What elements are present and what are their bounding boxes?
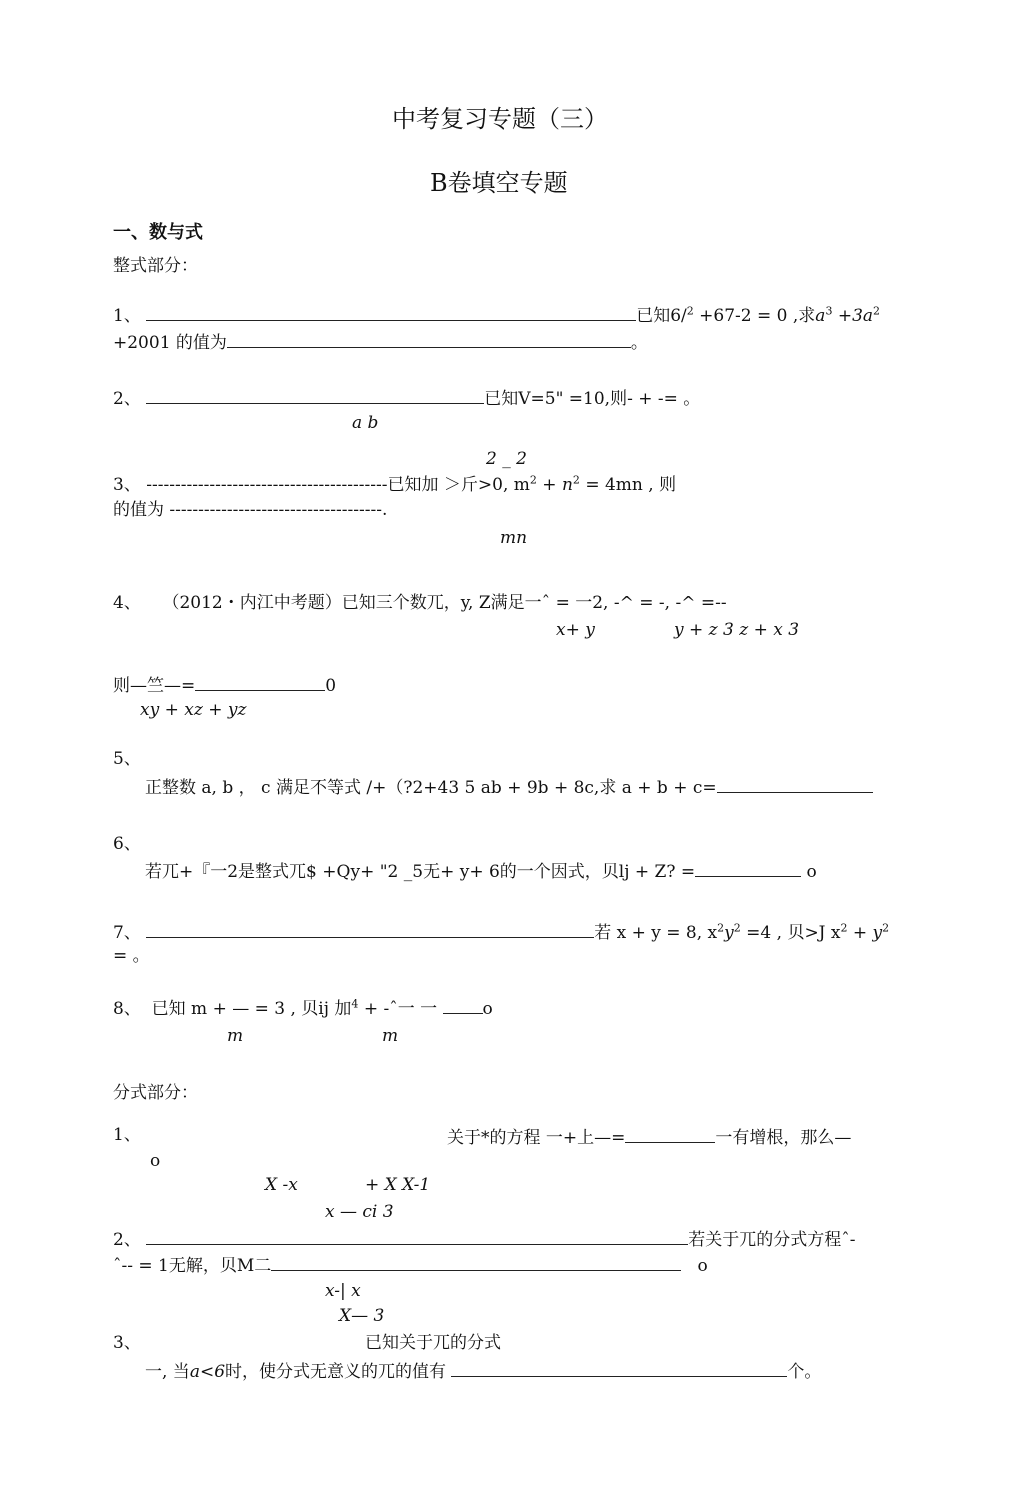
question-5: 正整数 a, b ， c 满足不等式 /+（?2+43 5 ab + 9b + 8c,求 a + b + c= — [145, 774, 873, 799]
answer-blank — [146, 385, 484, 404]
question-number: 1、 — [113, 306, 141, 326]
fraction-question-1-sub3: x — ci 3 — [325, 1202, 394, 1222]
answer-blank — [451, 1358, 787, 1377]
subsection-label-fraction: 分式部分： — [113, 1083, 198, 1103]
answer-blank — [443, 995, 483, 1014]
fraction-question-3-line2: 一, 当a<6时，使分式无意义的兀的值有 个。 — [145, 1358, 821, 1383]
question-5-number: 5、 — [113, 749, 141, 769]
subsection-label: 整式部分： — [113, 256, 198, 276]
question-1: 1、 已知6/$^2$ +67-2 = 0 ,求$a^3 +3a^2$ — [113, 302, 880, 327]
fraction-question-2-line2: ˆ-- = 1无解，贝M二 o — [113, 1252, 708, 1277]
question-7: 7、 若 x + y = 8, $x^2y^2 =4$ , 贝>J $x^2 + y^2$ — [113, 919, 889, 944]
question-8-sub1: m — [227, 1026, 244, 1046]
section-heading: 一、数与式 — [113, 222, 203, 243]
question-3-line2: 的值为 -------------------------------------. — [113, 500, 388, 520]
question-4: 4、 （2012・内江中考题）已知三个数兀，y, Z满足一ˆ = 一2, -^ = -, -^ =-- — [113, 593, 727, 613]
fraction-question-3-number: 3、 — [113, 1333, 141, 1353]
question-8: 8、 已知 m + — = 3 , 贝ij 加$^4$ + -ˆ一 一 o — [113, 995, 493, 1020]
fraction-question-1-sub1: X -x — [265, 1175, 298, 1195]
question-7-line2: = 。 — [113, 946, 150, 966]
answer-blank — [146, 1226, 688, 1245]
fraction-question-2-sub2: X— 3 — [339, 1306, 385, 1326]
question-4-sub2: y + z 3 z + x 3 — [674, 620, 800, 640]
question-2: 2、 已知V=5" =10,则- + -= 。 — [113, 385, 700, 410]
question-3: 3、 ------------------------------------------已知加 ＞斤>0, $m^2 + n^2 = 4mn$ , 则 — [113, 473, 677, 495]
answer-blank — [227, 329, 631, 348]
answer-blank — [146, 302, 636, 321]
question-2-sub: a b — [352, 413, 379, 433]
question-4-sub3: xy + xz + yz — [140, 700, 247, 720]
fraction-question-3: 已知关于兀的分式 — [365, 1333, 501, 1353]
answer-blank — [625, 1124, 715, 1143]
question-3-sub: mn — [500, 528, 528, 548]
fraction-question-1: 关于*的方程 一+上—= 一有增根，那么— — [447, 1124, 851, 1149]
fraction-question-2-sub1: x-| x — [325, 1281, 361, 1301]
fraction-question-2: 2、 若关于兀的分式方程ˆ- — [113, 1226, 855, 1251]
question-3-above: 2 _ 2 — [486, 449, 527, 469]
question-4-line2: 则—竺—= 0 — [113, 672, 336, 697]
answer-blank — [146, 919, 594, 938]
question-4-sub1: x+ y — [556, 620, 595, 640]
question-6-number: 6、 — [113, 834, 141, 854]
page-title: 中考复习专题（三） — [392, 105, 608, 133]
answer-blank — [717, 774, 873, 793]
page-subtitle: B卷填空专题 — [430, 169, 568, 197]
answer-blank — [195, 672, 325, 691]
fraction-question-1-line2: o — [150, 1151, 161, 1171]
answer-blank — [271, 1252, 681, 1271]
question-1-line2: +2001 的值为 。 — [113, 329, 648, 354]
question-6: 若兀+『一2是整式兀$ +Qy+ "2 _5无+ y+ 6的一个因式，贝lj + Z? = o — [145, 858, 817, 883]
fraction-question-1-sub2: + X X-1 — [365, 1175, 431, 1195]
fraction-question-1-number: 1、 — [113, 1125, 141, 1145]
answer-blank — [695, 858, 801, 877]
question-8-sub2: m — [382, 1026, 399, 1046]
